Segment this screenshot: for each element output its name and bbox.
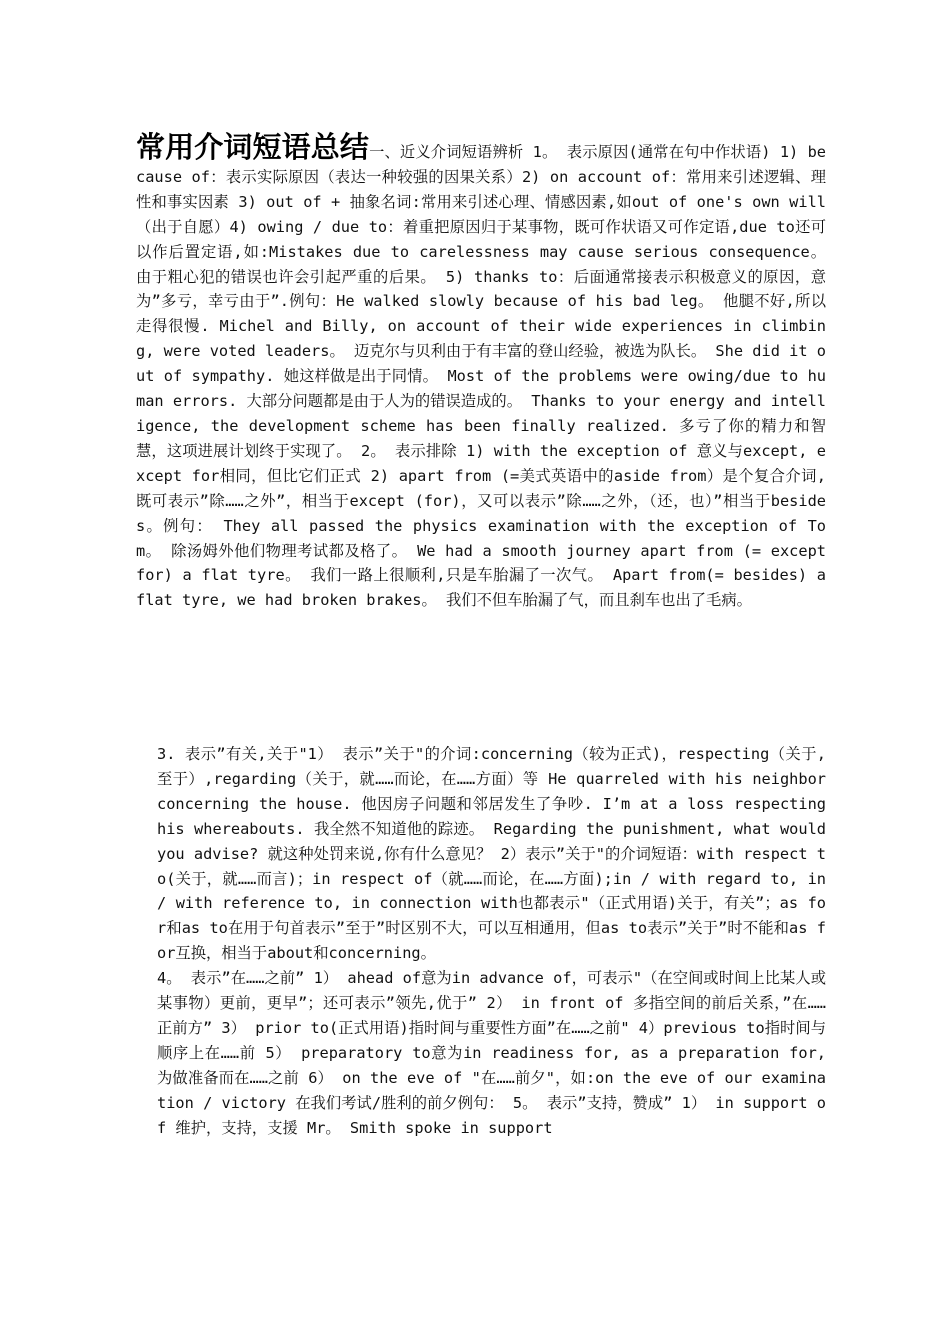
section-1-text: 一、近义介词短语辨析 1。 表示原因(通常在句中作状语) 1) because of：表示实际原因（表达一种较强的因果关系）2) on account of：常用来引述逻辑、理性和事实因素 3) out of + 抽象名词:常用来引述心理、情感因素,如out of one's own will（出于自愿）4) owing / due to：着重把原因归于某事物，既可作状语又可作定语,due to还可以作后置定语,如:Mistakes due to carelessness may cause serious consequence。 由于粗心犯的错误也许会引起严重的后果。 5) thanks to：后面通常接表示积极意义的原因，意为”多亏，幸亏由于”.例句：He walked slowly because of his bad leg。 他腿不好,所以走得很慢. Michel and Billy, on account of their wide experiences in climbing, were voted leaders。 迈克尔与贝利由于有丰富的登山经验，被选为队长。 She did it out of sympathy. 她这样做是出于同情。 Most of the problems were owing/due to human errors. 大部分问题都是由于人为的错误造成的。 Thanks to your energy and intelligence, the development scheme has been finally realized. 多亏了你的精力和智慧，这项进展计划终于实现了。 2。 表示排除 1) with the exception of 意义与except, except for相同，但比它们正式 2) apart from (=美式英语中的aside from）是个复合介词,既可表示”除……之外”，相当于except (for)，又可以表示”除……之外，（还，也）”相当于besides。例句： They all passed the physics examination with the exception of Tom。 除汤姆外他们物理考试都及格了。 We had a smooth journey apart from (= except for) a flat tyre。 我们一路上很顺利,只是车胎漏了一次气。 Apart from(= besides) a flat tyre, we had broken brakes。 我们不但车胎漏了气，而且刹车也出了毛病。 [136,143,826,610]
document-title: 常用介词短语总结 [136,130,370,164]
section-3-paragraph: 3. 表示”有关,关于"1） 表示”关于"的介词:concerning（较为正式)，respecting（关于,至于）,regarding（关于，就……而论，在……方面）等 He quarreled with his neighbor concerning the house. 他因房子问题和邻居发生了争吵. I’m at a loss respecting his whereabouts. 我全然不知道他的踪迹。 Regarding the punishment, what would you advise? 就这种处罚来说,你有什么意见？ 2）表示”关于"的介词短语：with respect to(关于，就……而言)；in respect of（就……而论，在……方面);in / with regard to, in / with reference to, in connection with也都表示"（正式用语)关于，有关”；as for和as to在用于句首表示”至于”时区别不大，可以互相通用，但as to表示”关于”时不能和as for互换，相当于about和concerning。 [157,745,826,963]
section-1-block [136,132,826,613]
section-4-paragraph: 4。 表示”在……之前” 1） ahead of意为in advance of，可表示"（在空间或时间上比某人或某事物）更前，更早”；还可表示”领先,优于” 2） in front of 多指空间的前后关系，”在……正前方” 3） prior to(正式用语)指时间与重要性方面”在……之前" 4）previous to指时间与顺序上在……前 5） preparatory to意为in readiness for, as a preparation for, 为做准备而在……之前 6） on the eve of "在……前夕"，如:on the eve of our examination / victory 在我们考试/胜利的前夕例句： 5。 表示”支持，赞成” 1） in support of 维护，支持，支援 Mr。 Smith spoke in support [157,969,826,1137]
section-2-block [157,742,826,1141]
